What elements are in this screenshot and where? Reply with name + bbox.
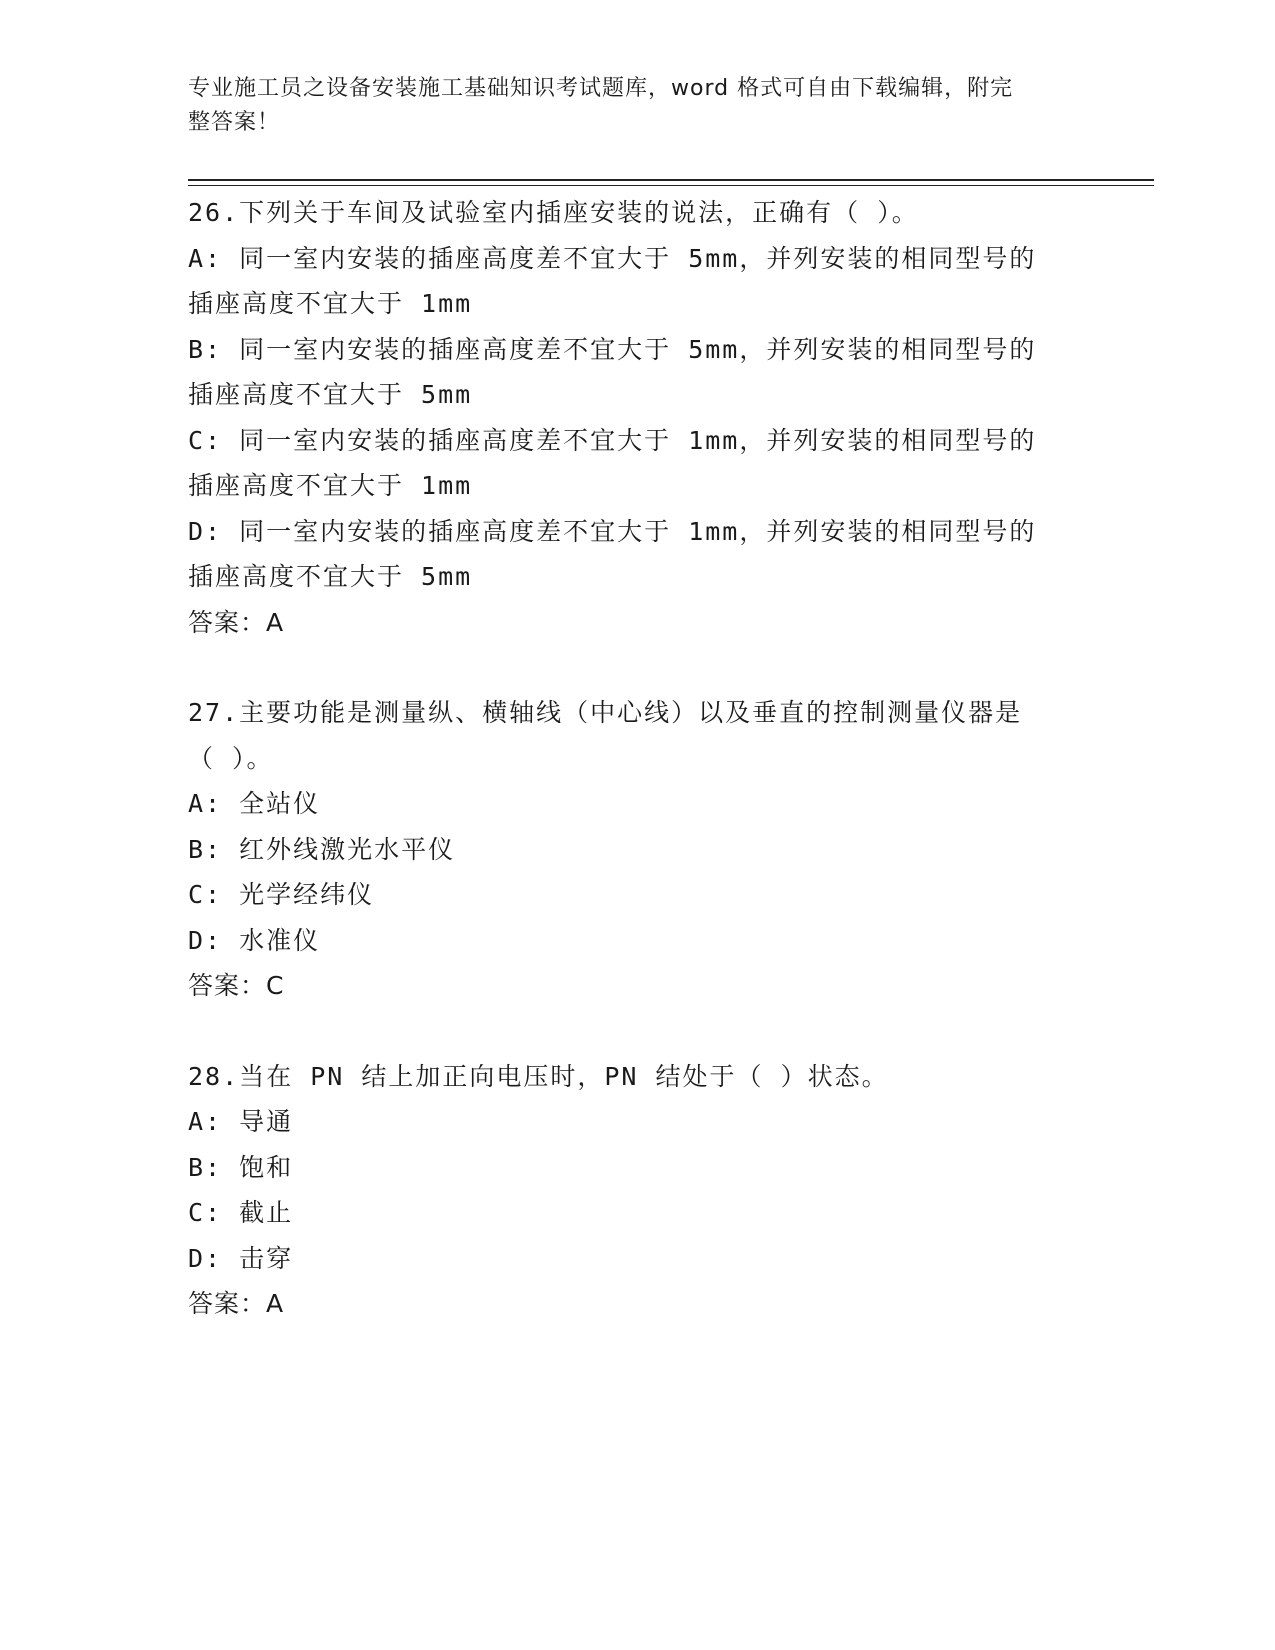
option-d: D: 击穿 — [188, 1243, 294, 1273]
document-header — [188, 72, 1068, 140]
answer-label: 答案：A — [188, 1289, 285, 1318]
option-b-continued: 插座高度不宜大于 5mm — [188, 380, 473, 409]
option-a-continued: 插座高度不宜大于 1mm — [188, 289, 473, 318]
answer-label: 答案：A — [188, 607, 285, 637]
option-a: A: 全站仪 — [188, 789, 321, 818]
header-title-line-1: 专业施工员之设备安装施工基础知识考试题库，word 格式可自由下载编辑，附完 — [188, 76, 1014, 101]
question-28 — [188, 1054, 1088, 1327]
option-b: B: 同一室内安装的插座高度差不宜大于 5mm，并列安装的相同型号的 — [188, 334, 1037, 364]
option-d: D: 水准仪 — [188, 925, 321, 955]
question-27 — [188, 690, 1088, 1009]
option-c-continued: 插座高度不宜大于 1mm — [188, 471, 473, 500]
question-stem-continued: （ ）。 — [188, 743, 274, 773]
header-divider-thin — [188, 185, 1154, 186]
question-26 — [188, 190, 1088, 645]
option-b: B: 红外线激光水平仪 — [188, 834, 456, 864]
question-stem: 27.主要功能是测量纵、横轴线（中心线）以及垂直的控制测量仪器是 — [188, 698, 1023, 727]
option-d-continued: 插座高度不宜大于 5mm — [188, 562, 473, 591]
question-stem: 26.下列关于车间及试验室内插座安装的说法，正确有（ ）。 — [188, 198, 919, 227]
header-divider-thick — [188, 179, 1154, 181]
option-c: C: 光学经纬仪 — [188, 880, 375, 909]
option-c: C: 截止 — [188, 1198, 294, 1227]
header-title-line-2: 整答案！ — [188, 110, 281, 135]
option-b: B: 饱和 — [188, 1152, 294, 1182]
option-a: A: 同一室内安装的插座高度差不宜大于 5mm，并列安装的相同型号的 — [188, 243, 1037, 273]
answer-label: 答案：C — [188, 971, 285, 1000]
question-list — [188, 190, 1088, 1327]
option-c: C: 同一室内安装的插座高度差不宜大于 1mm，并列安装的相同型号的 — [188, 425, 1037, 455]
question-stem: 28.当在 PN 结上加正向电压时，PN 结处于（ ）状态。 — [188, 1061, 889, 1091]
option-d: D: 同一室内安装的插座高度差不宜大于 1mm，并列安装的相同型号的 — [188, 516, 1037, 546]
option-a: A: 导通 — [188, 1107, 294, 1136]
